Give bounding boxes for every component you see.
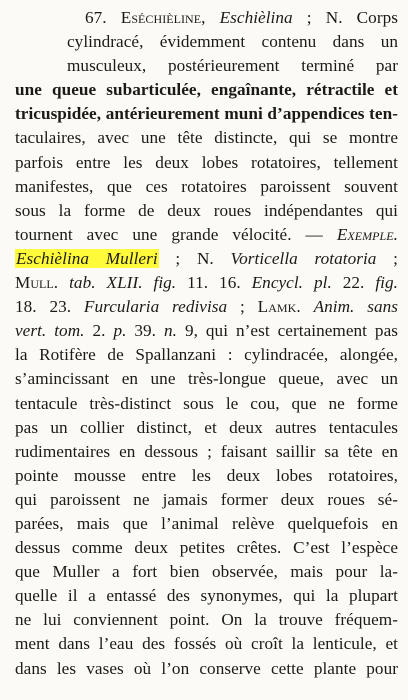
text-line: tentacule très-distinct sous le cou, que ne forme <box>15 393 398 413</box>
text-line: ne lui conviennent point. On la trouve fréquem- <box>15 610 398 630</box>
text-line: que Muller a fort bien observée, mais pour la- <box>15 562 398 582</box>
text-line: parées, mais que l’animal relève quelquefois en <box>15 513 398 533</box>
text-line: 18. 23. Furcularia redivisa ; Lamk. Anim. sans <box>15 297 398 317</box>
text-line: une queue subarticulée, engaînante, rétractile et <box>15 80 398 100</box>
highlighted-species-name: Eschièlina Mulleri <box>16 248 158 268</box>
text-line: pas un collier distinct, et deux autres tentacules <box>15 417 398 437</box>
example-label: Exemple. <box>336 224 398 244</box>
text-line: Eschièlina Mulleri ; N. Vorticella rotatoria ; <box>16 248 398 268</box>
entry-text <box>15 6 398 681</box>
text-line: dans les vases où l’on conserve cette plante pour <box>15 658 398 678</box>
entry-number: 67. <box>85 8 107 27</box>
text-line: parfois entre les deux lobes rotatoires, tellement <box>15 152 398 172</box>
text-line: tournent avec une grande vélocité. — Exemple. <box>15 224 398 244</box>
text-line: manifestes, que ces rotatoires paroissent souvent <box>15 176 398 196</box>
text-line: taculaires, avec une tête distincte, qui se montre <box>15 128 398 148</box>
text-line: dessus comme deux petites crêtes. C’est l’espèce <box>15 538 398 558</box>
genus-name-smallcaps: Eséchièline <box>120 8 202 27</box>
text-line: quelle il a entassé des synonymes, qui la plupart <box>15 586 398 606</box>
text-line: Mull. tab. XLII. fig. 11. 16. Encycl. pl. 22. fig. <box>15 273 398 293</box>
text-line: rudimentaires en dessous ; faisant saillir sa tête en <box>15 441 398 461</box>
text-line: ment dans l’eau des fossés où croît la lenticule, et <box>15 634 398 654</box>
text-line: musculeux, postérieurement terminé par <box>67 56 398 76</box>
text-line: qui paroissent ne jamais former deux roues sé- <box>15 489 398 509</box>
text-line: vert. tom. 2. p. 39. n. 9, qui n’est certainement pas <box>15 321 398 341</box>
text-line: 67. Eséchièline, Eschièlina ; N. Corps <box>85 8 398 27</box>
text-line: s’amincissant en une très-longue queue, avec un <box>15 369 398 389</box>
genus-name-latin: Eschièlina <box>219 8 293 27</box>
text-line: cylindracé, évidemment contenu dans un <box>67 32 398 52</box>
text-line: tricuspidée, antérieurement muni d’appendices ten- <box>15 104 398 124</box>
text-line: la Rotifère de Spallanzani : cylindracée, alongée, <box>15 345 398 365</box>
text-line: sous la forme de deux roues indépendantes qui <box>15 200 398 220</box>
text-line: pointe mousse entre les deux lobes rotatoires, <box>15 465 398 485</box>
